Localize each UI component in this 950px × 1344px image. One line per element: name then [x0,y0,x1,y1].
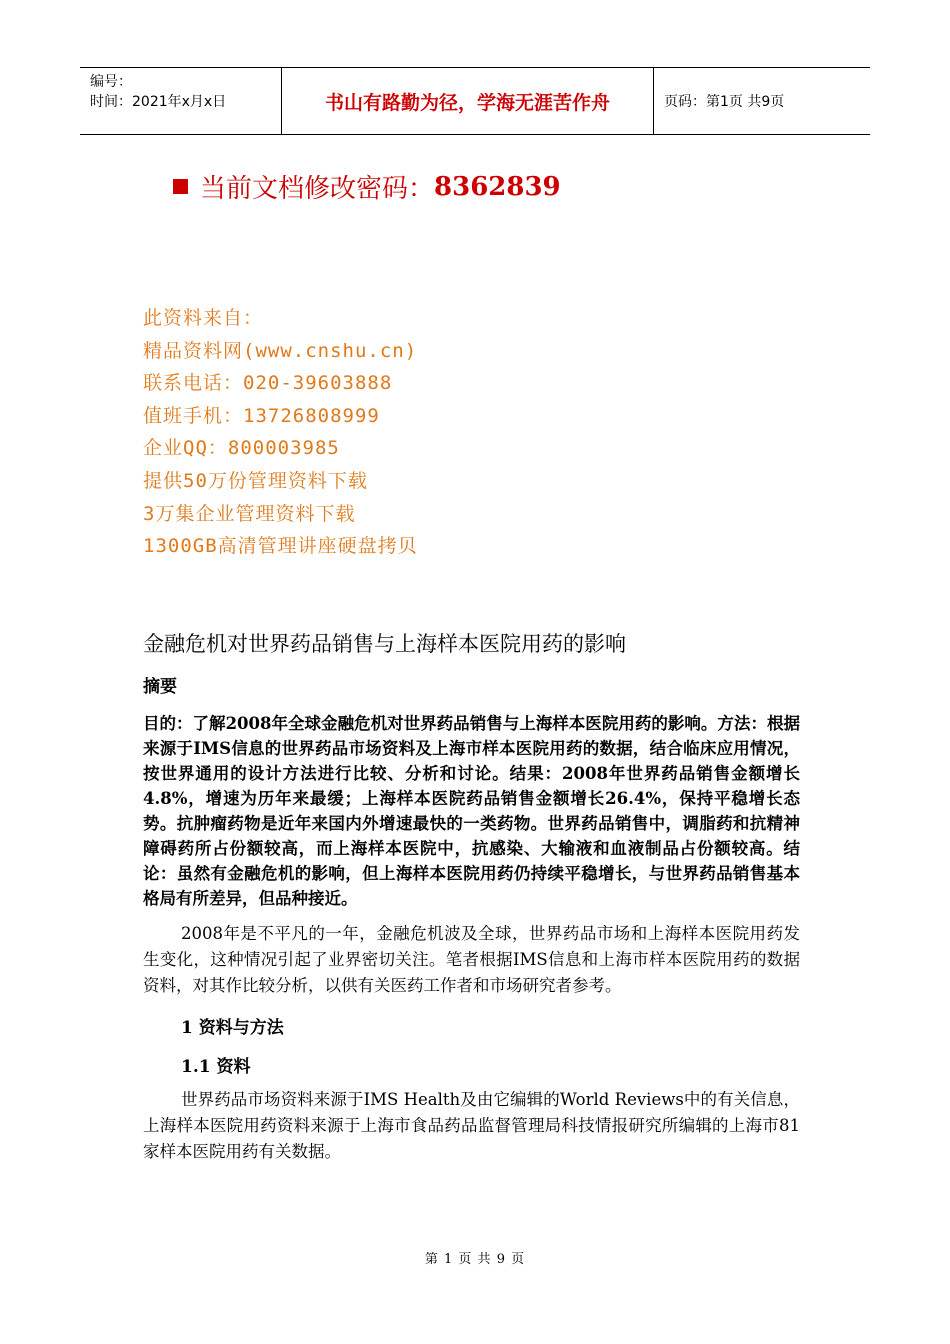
source-line: 联系电话：020-39603888 [143,372,393,395]
source-line: 值班手机：13726808999 [143,404,380,427]
header-motto: 书山有路勤为径，学海无涯苦作舟 [282,68,654,134]
source-line: 3万集企业管理资料下载 [143,502,356,525]
password-code: 8362839 [434,171,561,202]
document-title: 金融危机对世界药品销售与上海样本医院用药的影响 [143,632,626,656]
source-line: 此资料来自： [143,307,264,329]
abstract-label: 摘要 [143,677,177,697]
source-info [143,302,418,563]
section-heading: 1 资料与方法 [181,1018,284,1038]
source-line: 企业QQ：800003985 [143,437,340,460]
time-label: 时间：2021年x月x日 [90,94,227,110]
abstract-text: 目的：了解2008年全球金融危机对世界药品销售与上海样本医院用药的影响。方法：根据来源于IMS信息的世界药品市场资料及上海市样本医院用药的数据，结合临床应用情况，按世界通用的设计方法进行比较、分析和讨论。结果：2008年世界药品销售金额增长4.8%，增速为历年来最缓；上海样本医院药品销售金额增长26.4%，保持平稳增长态势。抗肿瘤药物是近年来国内外增速最快的一类药物。世界药品销售中，调脂药和抗精神障碍药所占份额较高，而上海样本医院中，抗感染、大输液和血液制品占份额较高。结论：虽然有金融危机的影响，但上海样本医院用药仍持续平稳增长，与世界药品销售基本格局有所差异，但品种接近。 [143,714,800,908]
password-line [173,168,561,205]
red-square-icon [173,179,188,194]
source-line: 提供50万份管理资料下载 [143,469,368,492]
data-paragraph: 世界药品市场资料来源于IMS Health及由它编辑的World Reviews中的有关信息，上海样本医院用药资料来源于上海市食品药品监督管理局科技情报研究所编辑的上海市81家样本医院用药有关数据。 [143,1090,800,1161]
number-label: 编号： [90,74,132,90]
header-meta [80,68,282,134]
password-label: 当前文档修改密码： [200,174,435,204]
intro-paragraph: 2008年是不平凡的一年，金融危机波及全球，世界药品市场和上海样本医院用药发生变化，这种情况引起了业界密切关注。笔者根据IMS信息和上海市样本医院用药的数据资料，对其作比较分析，以供有关医药工作者和市场研究者参考。 [143,924,800,995]
subsection-heading: 1.1 资料 [181,1057,251,1077]
header-page-info: 页码：第1页 共9页 [664,94,785,110]
source-line: 精品资料网(www.cnshu.cn) [143,339,418,362]
document-body [143,628,800,1175]
document-header [80,67,870,135]
source-line: 1300GB高清管理讲座硬盘拷贝 [143,535,418,558]
page-footer: 第 1 页 共 9 页 [424,1252,526,1267]
